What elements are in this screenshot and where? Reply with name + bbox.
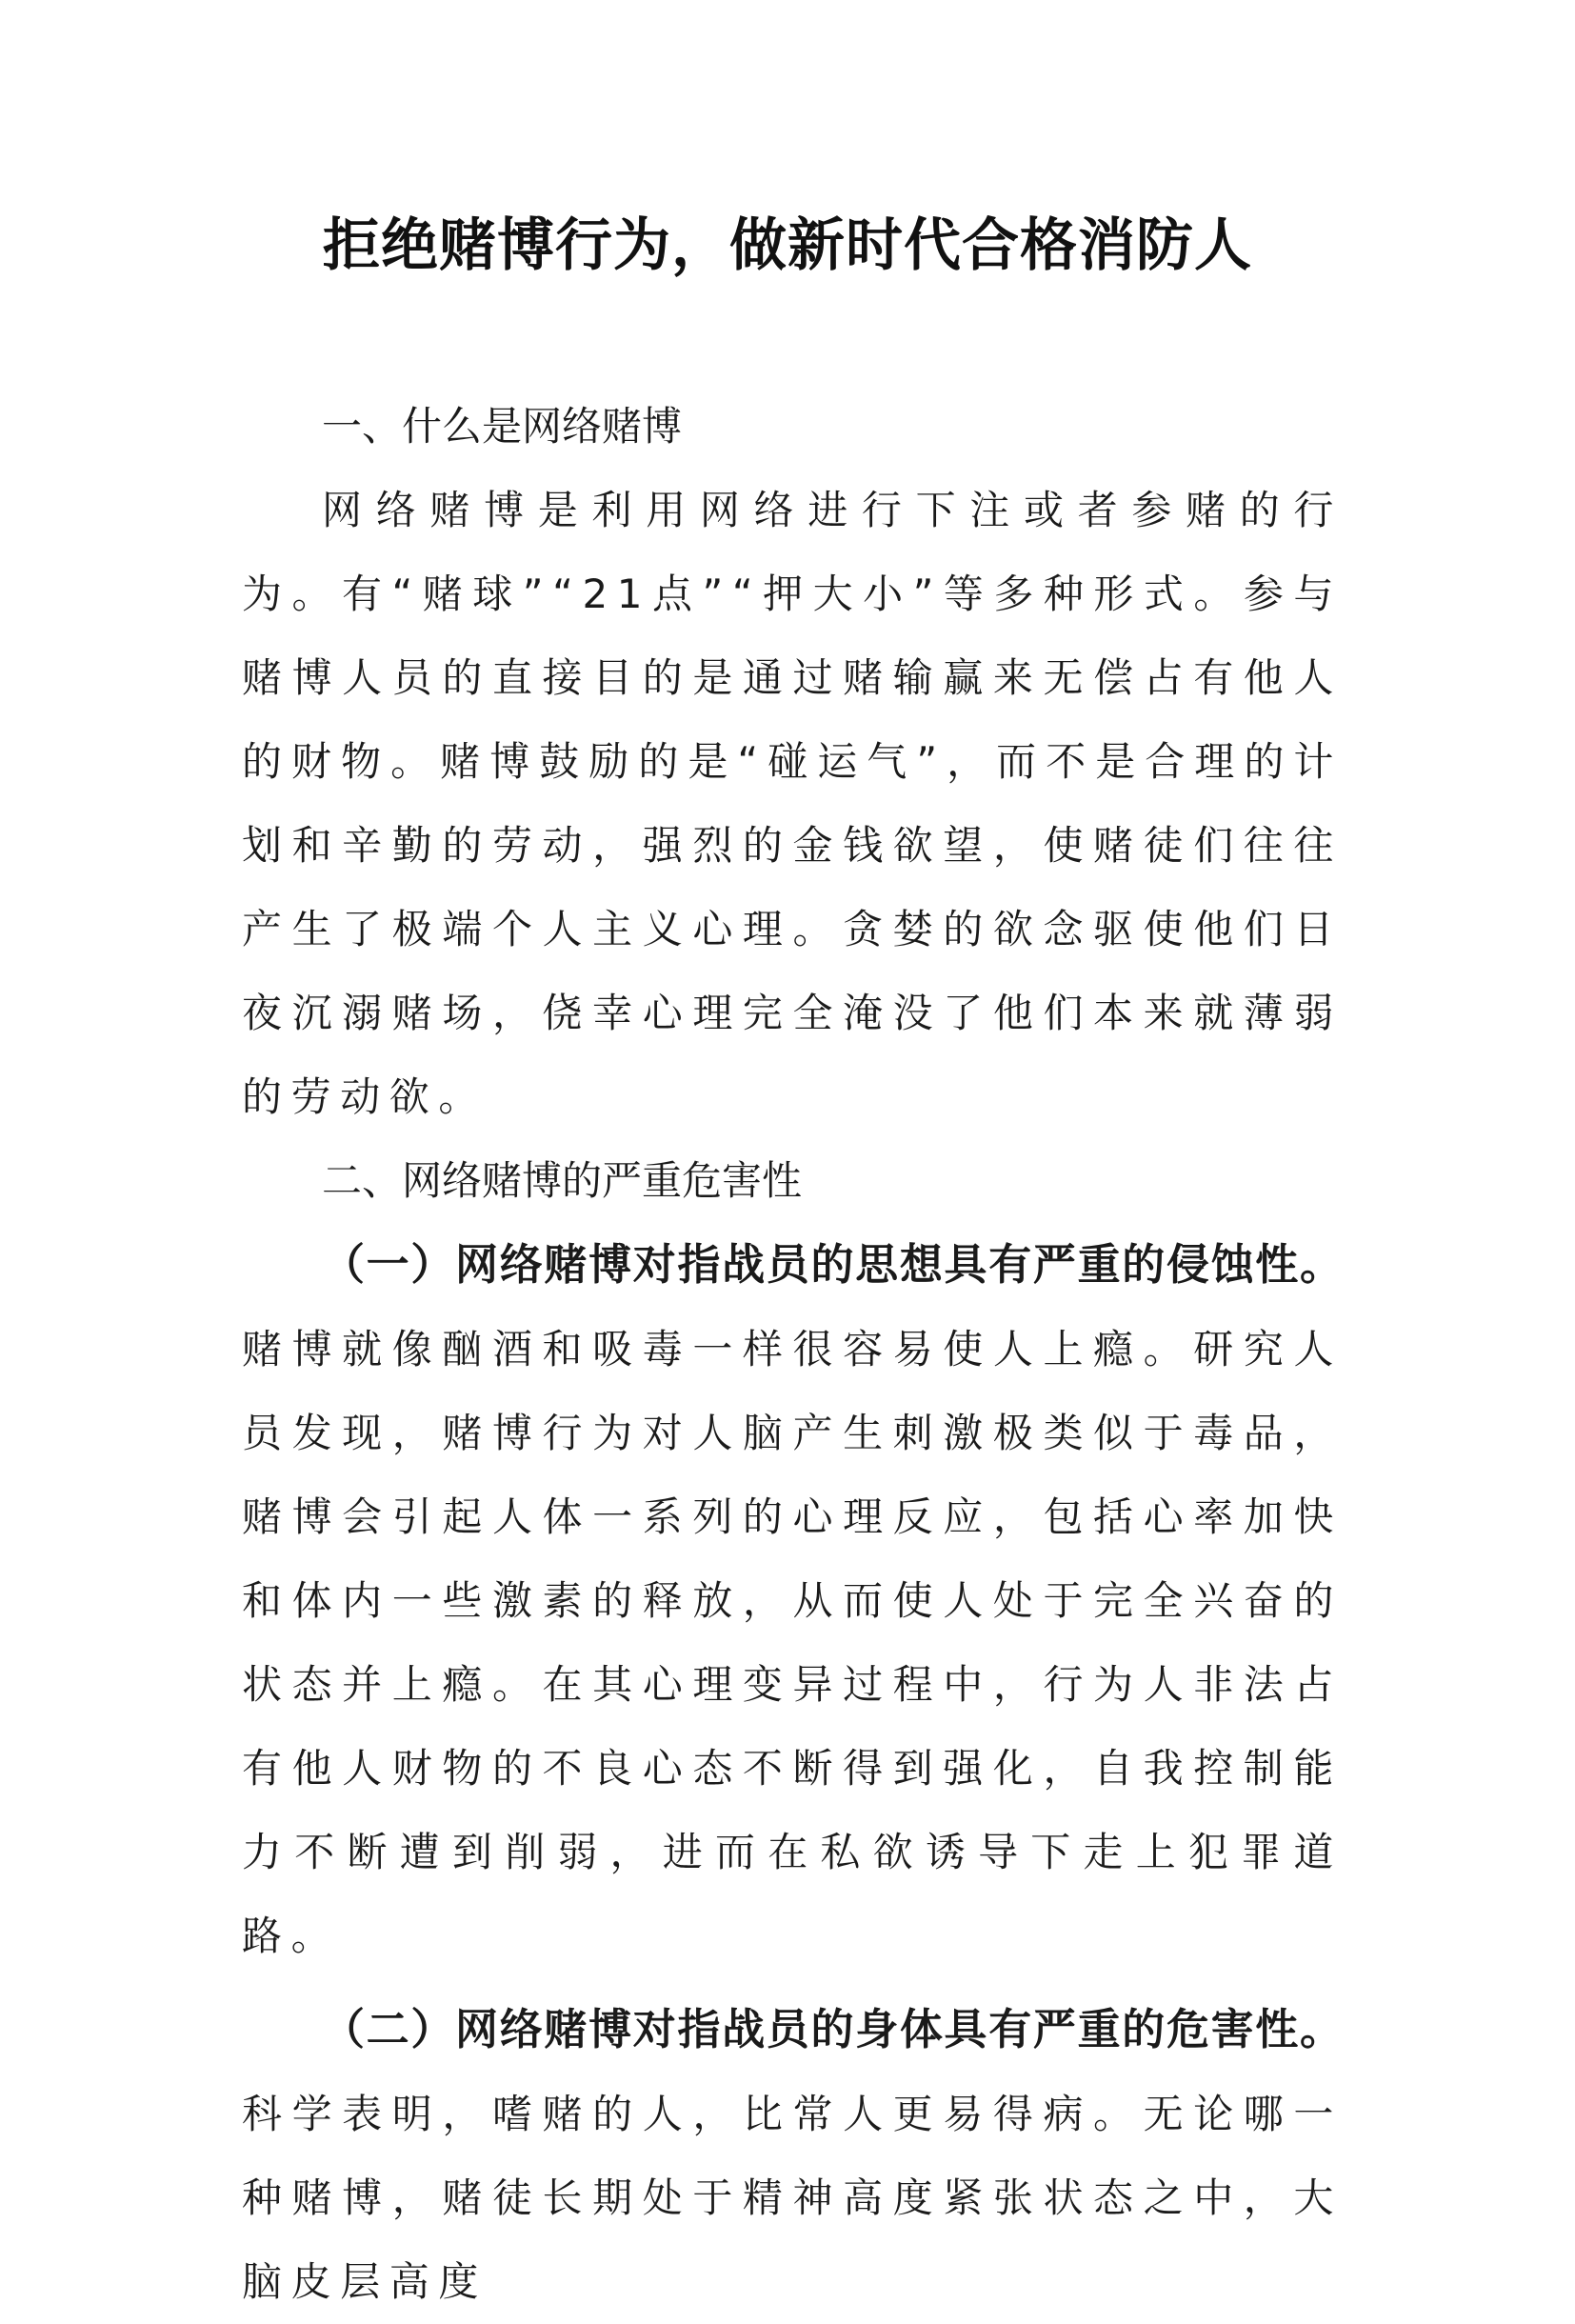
section-heading-2: 二、网络赌博的严重危害性	[322, 1157, 803, 1204]
subsection-lead-2: （二）网络赌博对指战员的身体具有严重的危害性。	[322, 2004, 1343, 2054]
document-body	[242, 385, 1343, 2324]
subsection-paragraph-2	[242, 1988, 1343, 2324]
subsection-lead-1: （一）网络赌博对指战员的思想具有严重的侵蚀性。	[322, 1239, 1343, 1290]
subsection-text-2: 科学表明，嗜赌的人，比常人更易得病。无论哪一种赌博，赌徒长期处于精神高度紧张状态之中，大脑皮层高度	[242, 2091, 1343, 2305]
document-title: 拒绝赌博行为，做新时代合格消防人	[323, 212, 1252, 279]
section-heading-1: 一、什么是网络赌博	[322, 403, 683, 450]
section-paragraph-1: 网络赌博是利用网络进行下注或者参赌的行为。有“赌球”“21点”“押大小”等多种形式。参与赌博人员的直接目的是通过赌输赢来无偿占有他人的财物。赌博鼓励的是“碰运气”，而不是合理的计划和辛勤的劳动，强烈的金钱欲望，使赌徒们往往产生了极端个人主义心理。贪婪的欲念驱使他们日夜沉溺赌场，侥幸心理完全淹没了他们本来就薄弱的劳动欲。	[242, 487, 1343, 1120]
paragraph-spacer	[242, 1978, 1343, 1988]
subsection-text-1: 赌博就像酗酒和吸毒一样很容易使人上瘾。研究人员发现，赌博行为对人脑产生刺激极类似于毒品，赌博会引起人体一系列的心理反应，包括心率加快和体内一些激素的释放，从而使人处于完全兴奋的状态并上瘾。在其心理变异过程中，行为人非法占有他人财物的不良心态不断得到强化，自我控制能力不断遭到削弱，进而在私欲诱导下走上犯罪道路。	[242, 1326, 1343, 1959]
subsection-paragraph-1	[242, 1223, 1343, 1978]
